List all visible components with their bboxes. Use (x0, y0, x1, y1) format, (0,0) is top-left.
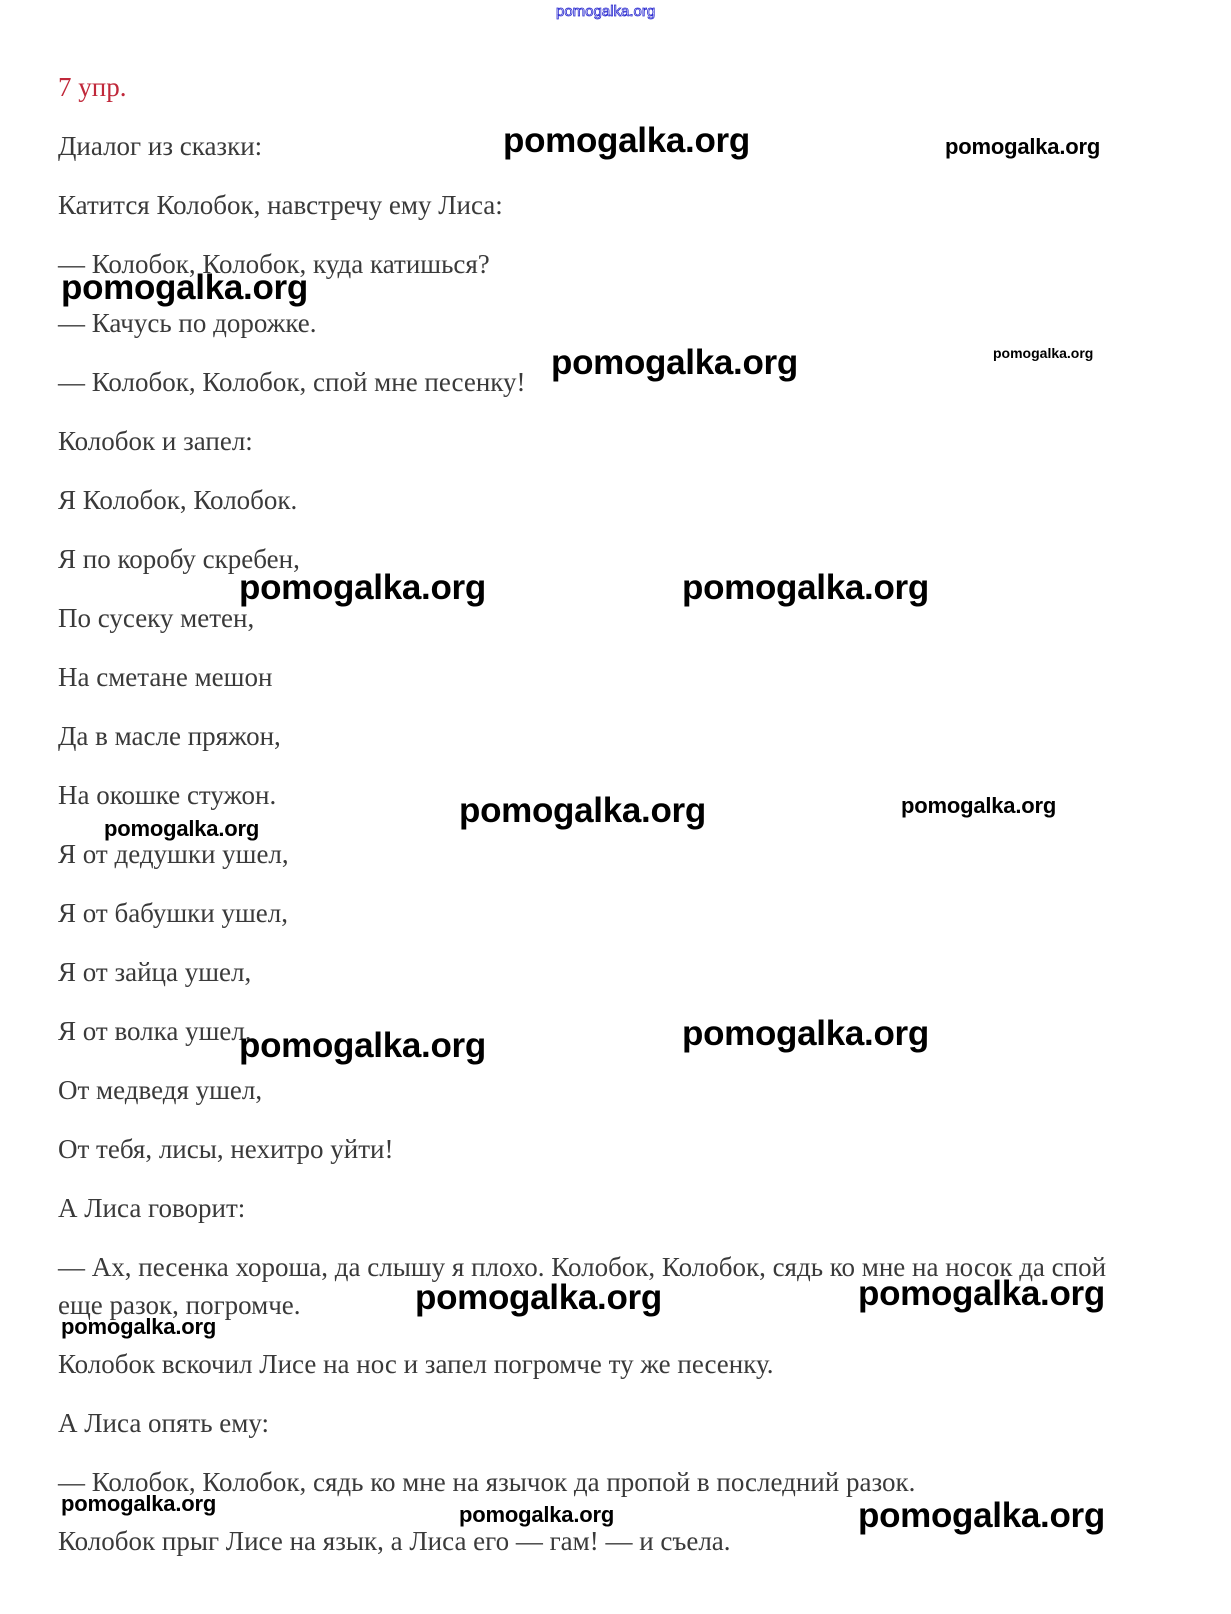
paragraph: Я от бабушки ушел, (58, 898, 288, 928)
paragraph: Да в масле пряжон, (58, 721, 281, 751)
watermark: pomogalka.org (61, 1314, 217, 1339)
paragraph: — Ах, песенка хороша, да слышу я плохо. Колобок, Колобок, сядь ко мне на носок да спой еще разок, погромче. (58, 1252, 1107, 1320)
watermark: pomogalka.org (239, 568, 486, 607)
paragraph: Я Колобок, Колобок. (58, 485, 298, 515)
watermark-header: pomogalka.org (556, 3, 656, 20)
paragraph: От тебя, лисы, нехитро уйти! (58, 1134, 394, 1164)
exercise-title: 7 упр. (58, 72, 127, 102)
paragraph: — Качусь по дорожке. (58, 308, 317, 338)
paragraph: От медведя ушел, (58, 1075, 263, 1105)
paragraph: По сусеку метен, (58, 603, 255, 633)
paragraph: А Лиса опять ему: (58, 1408, 270, 1438)
watermark: pomogalka.org (459, 791, 706, 830)
watermark: pomogalka.org (858, 1496, 1105, 1535)
watermark: pomogalka.org (61, 1491, 217, 1516)
watermark: pomogalka.org (459, 1502, 615, 1527)
paragraph: Я по коробу скребен, (58, 544, 300, 574)
watermark: pomogalka.org (993, 345, 1094, 361)
paragraph: Колобок прыг Лисе на язык, а Лиса его — гам! — и съела. (58, 1526, 731, 1556)
paragraph: — Колобок, Колобок, куда катишься? (58, 249, 490, 279)
paragraph: На окошке стужон. (58, 780, 277, 810)
paragraph: Диалог из сказки: (58, 131, 263, 161)
paragraph: — Колобок, Колобок, спой мне песенку! (58, 367, 526, 397)
paragraph: Я от дедушки ушел, (58, 839, 289, 869)
watermark: pomogalka.org (551, 343, 798, 382)
watermark: pomogalka.org (415, 1278, 662, 1317)
watermark: pomogalka.org (104, 816, 260, 841)
paragraph: Я от волка ушел, (58, 1016, 252, 1046)
paragraph: Колобок вскочил Лисе на нос и запел погромче ту же песенку. (58, 1349, 774, 1379)
watermark: pomogalka.org (682, 568, 929, 607)
watermark: pomogalka.org (61, 268, 308, 307)
paragraph: Катится Колобок, навстречу ему Лиса: (58, 190, 503, 220)
paragraph: А Лиса говорит: (58, 1193, 246, 1223)
paragraph: Колобок и запел: (58, 426, 253, 456)
watermark: pomogalka.org (858, 1274, 1105, 1313)
paragraph: Я от зайца ушел, (58, 957, 252, 987)
watermark: pomogalka.org (945, 134, 1101, 159)
paragraph: На сметане мешон (58, 662, 273, 692)
watermark: pomogalka.org (503, 121, 750, 160)
watermark: pomogalka.org (682, 1014, 929, 1053)
watermark: pomogalka.org (239, 1026, 486, 1065)
watermark: pomogalka.org (901, 793, 1057, 818)
paragraph: — Колобок, Колобок, сядь ко мне на язычок да пропой в последний разок. (58, 1467, 916, 1497)
